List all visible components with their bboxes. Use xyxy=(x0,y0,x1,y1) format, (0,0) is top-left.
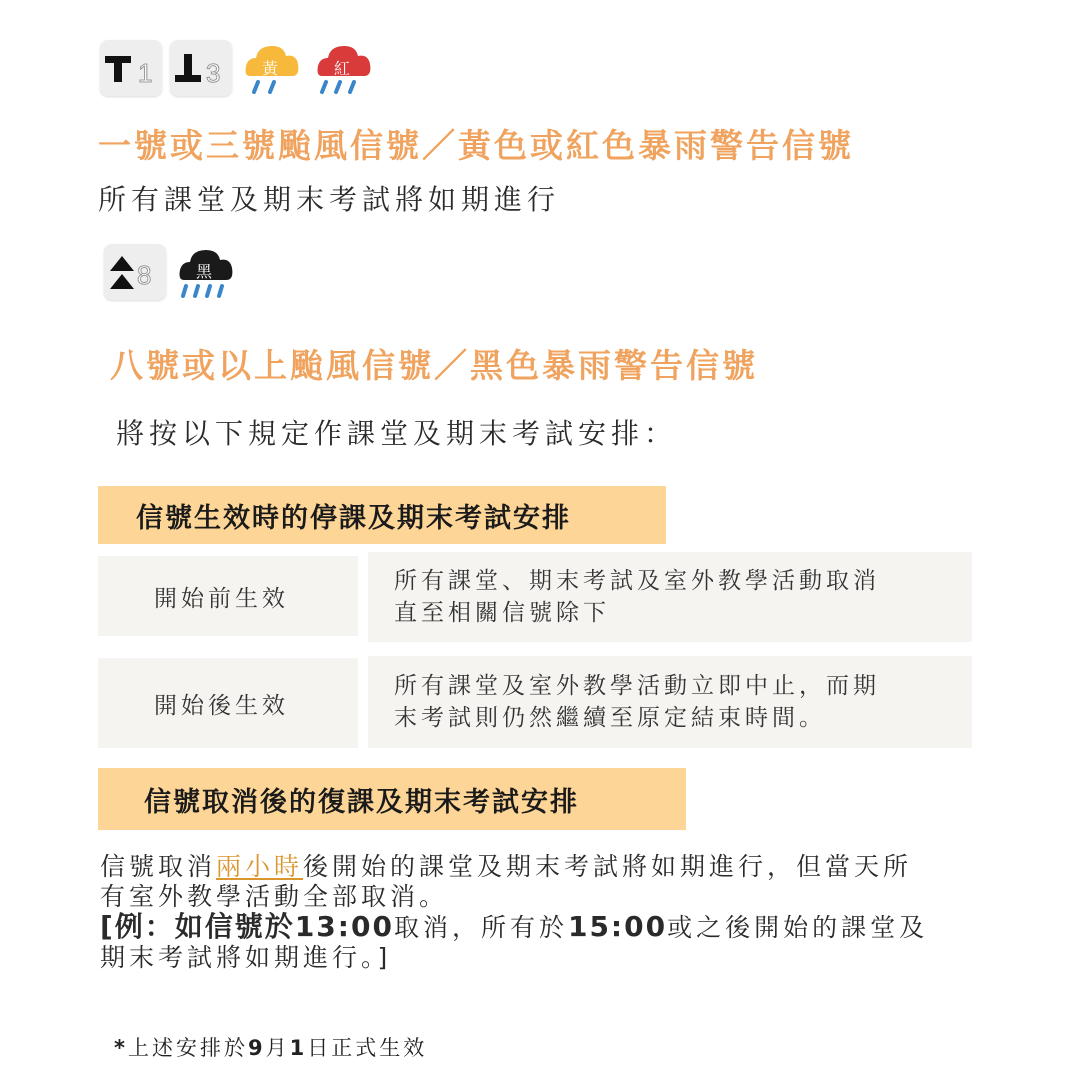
svg-text:8: 8 xyxy=(137,260,152,290)
two-hours-highlight: 兩小時 xyxy=(216,852,304,881)
example-line-2: 期末考試將如期進行。] xyxy=(100,943,392,972)
svg-text:黃: 黃 xyxy=(262,59,279,78)
heading-signal-8-black: 八號或以上颱風信號／黑色暴雨警告信號 xyxy=(110,346,758,385)
typhoon-signal-1-icon xyxy=(100,40,162,96)
resumption-line-2: 有室外教學活動全部取消。 xyxy=(100,882,449,911)
signal-icons-row-2 xyxy=(104,240,238,304)
table-row-1-when xyxy=(98,556,358,636)
typhoon-signal-3-icon xyxy=(170,40,232,96)
table-row-1-line-2: 直至相關信號除下 xyxy=(394,600,610,626)
signal-icons-row-1 xyxy=(100,36,376,100)
table-row-1-detail xyxy=(368,552,972,642)
time-15: 15:00 xyxy=(567,910,668,943)
example-line-1: [例：如信號於13:00取消，所有於15:00或之後開始的課堂及 xyxy=(100,910,929,943)
table-row-2-detail xyxy=(368,656,972,748)
svg-text:1: 1 xyxy=(138,58,153,88)
typhoon-signal-8-icon xyxy=(104,244,166,300)
table-row-2-line-2: 末考試則仍然繼續至原定結束時間。 xyxy=(394,705,826,731)
amber-rainstorm-icon xyxy=(240,36,304,100)
table-row-2-when-label: 開始後生效 xyxy=(154,692,289,719)
table-row-1-line-1: 所有課堂、期末考試及室外教學活動取消 xyxy=(394,568,880,594)
banner-resumption xyxy=(98,768,686,830)
banner-suspension-label: 信號生效時的停課及期末考試安排 xyxy=(136,502,571,534)
table-row-2-when xyxy=(98,658,358,748)
arrangement-intro-text: 將按以下規定作課堂及期末考試安排： xyxy=(116,417,678,450)
effective-date-footnote: *上述安排於9月1日正式生效 xyxy=(114,1036,428,1060)
time-13: 13:00 xyxy=(294,910,394,943)
classes-proceed-text: 所有課堂及期末考試將如期進行 xyxy=(98,183,561,216)
banner-resumption-label: 信號取消後的復課及期末考試安排 xyxy=(144,786,579,818)
svg-text:紅: 紅 xyxy=(334,59,351,78)
svg-text:黑: 黑 xyxy=(196,262,213,281)
table-row-1-when-label: 開始前生效 xyxy=(154,585,289,612)
red-rainstorm-icon xyxy=(312,36,376,100)
resumption-line-1: 信號取消兩小時後開始的課堂及期末考試將如期進行，但當天所 xyxy=(100,852,913,881)
black-rainstorm-icon xyxy=(174,240,238,304)
heading-signal-1-3: 一號或三號颱風信號／黃色或紅色暴雨警告信號 xyxy=(98,126,854,165)
banner-suspension xyxy=(98,486,666,544)
resumption-paragraph xyxy=(100,852,1000,973)
svg-text:3: 3 xyxy=(206,58,221,88)
table-row-2-line-1: 所有課堂及室外教學活動立即中止，而期 xyxy=(394,673,880,699)
